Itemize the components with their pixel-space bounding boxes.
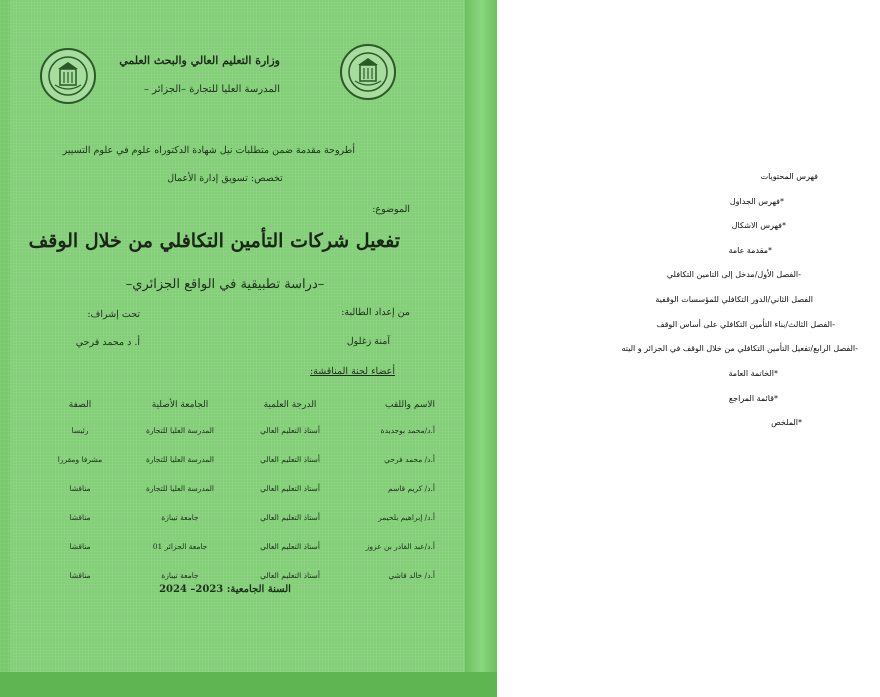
jury-university: جامعة تيبازة	[161, 513, 199, 522]
jury-row	[40, 445, 435, 474]
jury-university: جامعة تيبازة	[161, 571, 199, 580]
prepared-by-label: من إعداد الطالبة:	[341, 307, 410, 318]
committee-label: أعضاء لجنة المناقشة:	[309, 366, 395, 377]
specialization: تخصص: تسويق إدارة الأعمال	[167, 173, 283, 184]
toc-item: الفصل الثاني/الدور التكافلي للمؤسسات الوقفية	[655, 295, 813, 304]
jury-header-role: الصفة	[68, 400, 92, 410]
jury-rank: أستاذ التعليم العالي	[260, 455, 320, 464]
jury-rank: أستاذ التعليم العالي	[260, 542, 320, 551]
jury-row	[40, 474, 435, 503]
jury-university: المدرسة العليا للتجارة	[145, 426, 215, 435]
jury-name: أ.د/محمد بوجديدة	[380, 426, 435, 435]
jury-name: أ.د/ خالد قاشي	[388, 571, 435, 580]
jury-university: المدرسة العليا للتجارة	[145, 455, 215, 464]
school-name: المدرسة العليا للتجارة –الجزائر –	[144, 84, 280, 95]
toc-item: *الخاتمة العامة	[728, 369, 778, 378]
toc-item: *مقدمة عامة	[728, 246, 772, 255]
jury-rank: أستاذ التعليم العالي	[260, 513, 320, 522]
jury-name: أ.د/ إبراهيم بلحيمر	[378, 513, 435, 522]
thesis-description: أطروحة مقدمة ضمن متطلبات نيل شهادة الدكتوراه علوم في علوم التسيير	[62, 145, 355, 156]
jury-role: رئيسا	[71, 426, 89, 435]
jury-row	[40, 416, 435, 445]
toc-item: -الفصل الأول/مدخل إلى التامين التكافلي	[666, 270, 801, 279]
jury-role: مناقشا	[69, 513, 91, 522]
jury-role: مناقشا	[69, 542, 91, 551]
toc-item: -الفصل الثالث/بناء التأمين التكافلي على أساس الوقف	[656, 320, 835, 329]
toc-item: *قائمة المراجع	[728, 394, 778, 403]
toc-heading: فهرس المحتويات	[760, 172, 818, 181]
jury-name: أ.د/ محمد فرحي	[384, 455, 435, 464]
school-emblem-icon	[340, 44, 396, 100]
ministry-name: وزارة التعليم العالي والبحث العلمي	[119, 54, 280, 67]
cover-spine	[465, 0, 497, 697]
jury-table	[40, 394, 435, 590]
thesis-subtitle: –دراسة تطبيقية في الواقع الجزائري–	[125, 277, 325, 292]
jury-role: مناقشا	[69, 484, 91, 493]
thesis-title: تفعيل شركات التأمين التكافلي من خلال الوقف	[28, 230, 400, 252]
toc-item: *فهرس الجداول	[729, 197, 784, 206]
jury-rank: أستاذ التعليم العالي	[260, 426, 320, 435]
jury-row	[40, 532, 435, 561]
student-name: آمنة زغلول	[346, 336, 390, 347]
supervision-label: تحت إشراف:	[87, 309, 140, 320]
jury-role: مناقشا	[69, 571, 91, 580]
toc-item: *فهرس الاشكال	[731, 221, 786, 230]
supervisor-name: أ. د محمد فرحي	[75, 337, 140, 348]
jury-university: المدرسة العليا للتجارة	[145, 484, 215, 493]
jury-header-name: الاسم واللقب	[385, 400, 435, 410]
jury-rank: أستاذ التعليم العالي	[260, 571, 320, 580]
academic-year: السنة الجامعية: 2023– 2024	[159, 584, 291, 595]
jury-rank: أستاذ التعليم العالي	[260, 484, 320, 493]
jury-header-rank: الدرجة العلمية	[263, 400, 317, 410]
toc-item: *الملخص	[771, 418, 802, 427]
jury-name: أ.د/ كريم قاسم	[387, 484, 435, 493]
jury-name: أ.د/عبد القادر بن عزوز	[365, 542, 435, 551]
subject-label: الموضوع:	[372, 204, 410, 215]
jury-role: مشرفا ومقررا	[57, 455, 103, 464]
jury-university: جامعة الجزائر 01	[152, 542, 208, 551]
toc-item: -الفصل الرابع/تفعيل التأمين التكافلي من خلال الوقف في الجزائر و اليته	[621, 344, 858, 353]
jury-header-university: الجامعة الأصلية	[151, 400, 209, 410]
school-emblem-icon	[40, 48, 96, 104]
cover-bottom-edge	[0, 672, 497, 697]
jury-row	[40, 503, 435, 532]
jury-header-row	[40, 394, 435, 416]
